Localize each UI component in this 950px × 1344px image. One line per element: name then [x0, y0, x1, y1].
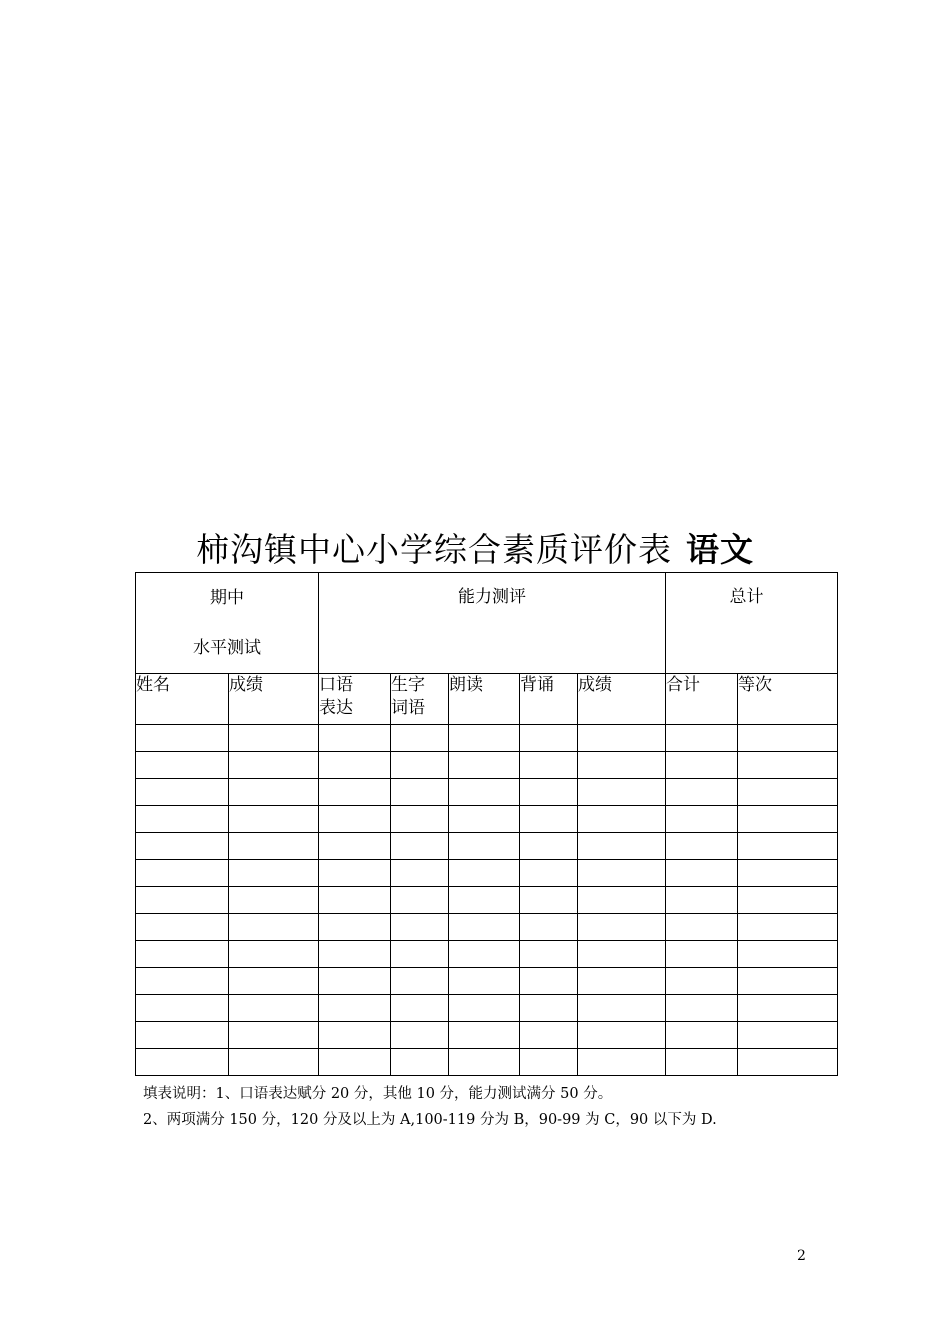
blank-cell[interactable]	[391, 914, 449, 941]
blank-cell[interactable]	[578, 1022, 666, 1049]
column-header-text: 成绩	[229, 675, 263, 695]
blank-cell[interactable]	[319, 914, 391, 941]
blank-cell[interactable]	[391, 725, 449, 752]
column-header-4	[391, 674, 449, 725]
blank-cell[interactable]	[229, 725, 319, 752]
blank-cell[interactable]	[666, 1022, 738, 1049]
blank-cell[interactable]	[520, 995, 578, 1022]
blank-cell[interactable]	[578, 968, 666, 995]
blank-cell[interactable]	[391, 752, 449, 779]
column-header-7	[578, 674, 666, 725]
blank-cell[interactable]	[319, 887, 391, 914]
group-total: 总计	[666, 573, 838, 674]
blank-cell[interactable]	[229, 860, 319, 887]
table-row	[136, 941, 838, 968]
blank-cell[interactable]	[319, 941, 391, 968]
blank-cell[interactable]	[738, 860, 838, 887]
blank-cell[interactable]	[449, 887, 520, 914]
blank-cell[interactable]	[136, 1022, 229, 1049]
group-midterm-line1: 期中	[210, 588, 244, 608]
blank-cell[interactable]	[229, 1022, 319, 1049]
column-header-2	[229, 674, 319, 725]
blank-cell[interactable]	[449, 806, 520, 833]
blank-cell[interactable]	[136, 779, 229, 806]
blank-cell[interactable]	[578, 914, 666, 941]
blank-cell[interactable]	[319, 833, 391, 860]
blank-cell[interactable]	[136, 752, 229, 779]
blank-cell[interactable]	[319, 779, 391, 806]
blank-cell[interactable]	[136, 725, 229, 752]
blank-cell[interactable]	[520, 833, 578, 860]
blank-cell[interactable]	[449, 968, 520, 995]
table-row	[136, 752, 838, 779]
blank-cell[interactable]	[738, 941, 838, 968]
blank-cell[interactable]	[391, 779, 449, 806]
blank-cell[interactable]	[666, 995, 738, 1022]
blank-cell[interactable]	[738, 1049, 838, 1076]
blank-cell[interactable]	[229, 914, 319, 941]
blank-cell[interactable]	[738, 968, 838, 995]
column-header-text: 口语	[319, 675, 353, 695]
blank-cell[interactable]	[136, 914, 229, 941]
blank-cell[interactable]	[319, 1022, 391, 1049]
blank-cell[interactable]	[578, 806, 666, 833]
table-row	[136, 887, 838, 914]
form-title	[0, 524, 950, 571]
blank-cell[interactable]	[319, 995, 391, 1022]
blank-cell[interactable]	[319, 725, 391, 752]
column-header-3	[319, 674, 391, 725]
form-title-subject: 语文	[686, 530, 754, 569]
form-title-main: 柿沟镇中心小学综合素质评价表	[196, 530, 672, 569]
column-header-text: 姓名	[136, 675, 170, 695]
blank-cell[interactable]	[449, 1049, 520, 1076]
column-header-text: 等次	[738, 675, 773, 695]
blank-cell[interactable]	[229, 1049, 319, 1076]
blank-cell[interactable]	[229, 968, 319, 995]
blank-cell[interactable]	[738, 887, 838, 914]
blank-cell[interactable]	[136, 833, 229, 860]
blank-cell[interactable]	[229, 995, 319, 1022]
column-header-row	[136, 674, 838, 725]
group-header-row	[136, 573, 838, 674]
blank-cell[interactable]	[578, 941, 666, 968]
blank-cell[interactable]	[136, 1049, 229, 1076]
blank-cell[interactable]	[666, 833, 738, 860]
blank-cell[interactable]	[391, 887, 449, 914]
blank-cell[interactable]	[578, 860, 666, 887]
blank-cell[interactable]	[136, 806, 229, 833]
table-row	[136, 860, 838, 887]
blank-cell[interactable]	[449, 860, 520, 887]
table-row	[136, 806, 838, 833]
blank-cell[interactable]	[229, 806, 319, 833]
blank-cell[interactable]	[449, 752, 520, 779]
note-line-1: 填表说明：1、口语表达赋分 20 分，其他 10 分，能力测试满分 50 分。	[143, 1086, 613, 1102]
group-midterm	[136, 573, 319, 674]
blank-cell[interactable]	[319, 806, 391, 833]
page-number: 2	[797, 1248, 806, 1264]
table-row	[136, 779, 838, 806]
blank-cell[interactable]	[738, 914, 838, 941]
blank-cell[interactable]	[738, 806, 838, 833]
group-ability: 能力测评	[319, 573, 666, 674]
blank-cell[interactable]	[449, 914, 520, 941]
blank-cell[interactable]	[666, 887, 738, 914]
column-header-text: 合计	[666, 675, 701, 695]
column-header-9	[738, 674, 838, 725]
blank-cell[interactable]	[520, 860, 578, 887]
blank-cell[interactable]	[738, 779, 838, 806]
blank-cell[interactable]	[738, 1022, 838, 1049]
table-row	[136, 833, 838, 860]
table-row	[136, 725, 838, 752]
blank-cell[interactable]	[520, 887, 578, 914]
blank-cell[interactable]	[666, 779, 738, 806]
column-header-text: 成绩	[578, 675, 612, 695]
blank-cell[interactable]	[520, 725, 578, 752]
table-row	[136, 995, 838, 1022]
blank-cell[interactable]	[666, 914, 738, 941]
blank-cell[interactable]	[520, 1049, 578, 1076]
blank-cell[interactable]	[391, 806, 449, 833]
blank-cell[interactable]	[520, 968, 578, 995]
blank-cell[interactable]	[449, 995, 520, 1022]
blank-cell[interactable]	[738, 833, 838, 860]
blank-cell[interactable]	[229, 941, 319, 968]
table-row	[136, 1022, 838, 1049]
blank-cell[interactable]	[319, 860, 391, 887]
table-row	[136, 914, 838, 941]
blank-cell[interactable]	[391, 1049, 449, 1076]
column-header-6	[520, 674, 578, 725]
blank-cell[interactable]	[229, 833, 319, 860]
blank-cell[interactable]	[136, 995, 229, 1022]
blank-cell[interactable]	[578, 725, 666, 752]
blank-cell[interactable]	[391, 833, 449, 860]
blank-cell[interactable]	[449, 779, 520, 806]
table-row	[136, 1049, 838, 1076]
blank-cell[interactable]	[319, 968, 391, 995]
blank-cell[interactable]	[578, 833, 666, 860]
blank-cell[interactable]	[449, 725, 520, 752]
column-header-8	[666, 674, 738, 725]
blank-cell[interactable]	[391, 995, 449, 1022]
blank-cell[interactable]	[666, 941, 738, 968]
column-header-text: 朗读	[449, 675, 483, 695]
blank-cell[interactable]	[136, 887, 229, 914]
blank-cell[interactable]	[666, 725, 738, 752]
blank-cell[interactable]	[229, 752, 319, 779]
blank-cell[interactable]	[229, 779, 319, 806]
evaluation-table	[135, 572, 838, 1076]
column-header-5	[449, 674, 520, 725]
blank-cell[interactable]	[229, 887, 319, 914]
blank-cell[interactable]	[319, 752, 391, 779]
blank-cell[interactable]	[666, 1049, 738, 1076]
blank-cell[interactable]	[520, 914, 578, 941]
blank-cell[interactable]	[391, 860, 449, 887]
table-body	[136, 725, 838, 1076]
blank-cell[interactable]	[578, 779, 666, 806]
blank-cell[interactable]	[666, 752, 738, 779]
group-midterm-line2: 水平测试	[193, 638, 261, 658]
blank-cell[interactable]	[391, 1022, 449, 1049]
blank-cell[interactable]	[520, 779, 578, 806]
blank-cell[interactable]	[520, 1022, 578, 1049]
blank-cell[interactable]	[449, 941, 520, 968]
column-header-text: 背诵	[520, 675, 554, 695]
column-header-text: 表达	[319, 698, 353, 718]
blank-cell[interactable]	[136, 860, 229, 887]
column-header-text: 生字	[391, 675, 425, 695]
blank-cell[interactable]	[391, 941, 449, 968]
table-row	[136, 968, 838, 995]
blank-cell[interactable]	[666, 860, 738, 887]
blank-cell[interactable]	[578, 752, 666, 779]
column-header-1	[136, 674, 229, 725]
blank-cell[interactable]	[449, 833, 520, 860]
blank-cell[interactable]	[520, 806, 578, 833]
blank-cell[interactable]	[136, 941, 229, 968]
blank-cell[interactable]	[738, 995, 838, 1022]
blank-cell[interactable]	[520, 941, 578, 968]
blank-cell[interactable]	[578, 1049, 666, 1076]
blank-cell[interactable]	[520, 752, 578, 779]
blank-cell[interactable]	[666, 806, 738, 833]
blank-cell[interactable]	[666, 968, 738, 995]
blank-cell[interactable]	[136, 968, 229, 995]
blank-cell[interactable]	[738, 752, 838, 779]
column-header-text: 词语	[391, 698, 425, 718]
blank-cell[interactable]	[738, 725, 838, 752]
blank-cell[interactable]	[449, 1022, 520, 1049]
blank-cell[interactable]	[578, 887, 666, 914]
blank-cell[interactable]	[391, 968, 449, 995]
blank-cell[interactable]	[578, 995, 666, 1022]
blank-cell[interactable]	[319, 1049, 391, 1076]
note-line-2: 2、两项满分 150 分，120 分及以上为 A,100-119 分为 B，90-99 为 C，90 以下为 D.	[143, 1112, 717, 1128]
